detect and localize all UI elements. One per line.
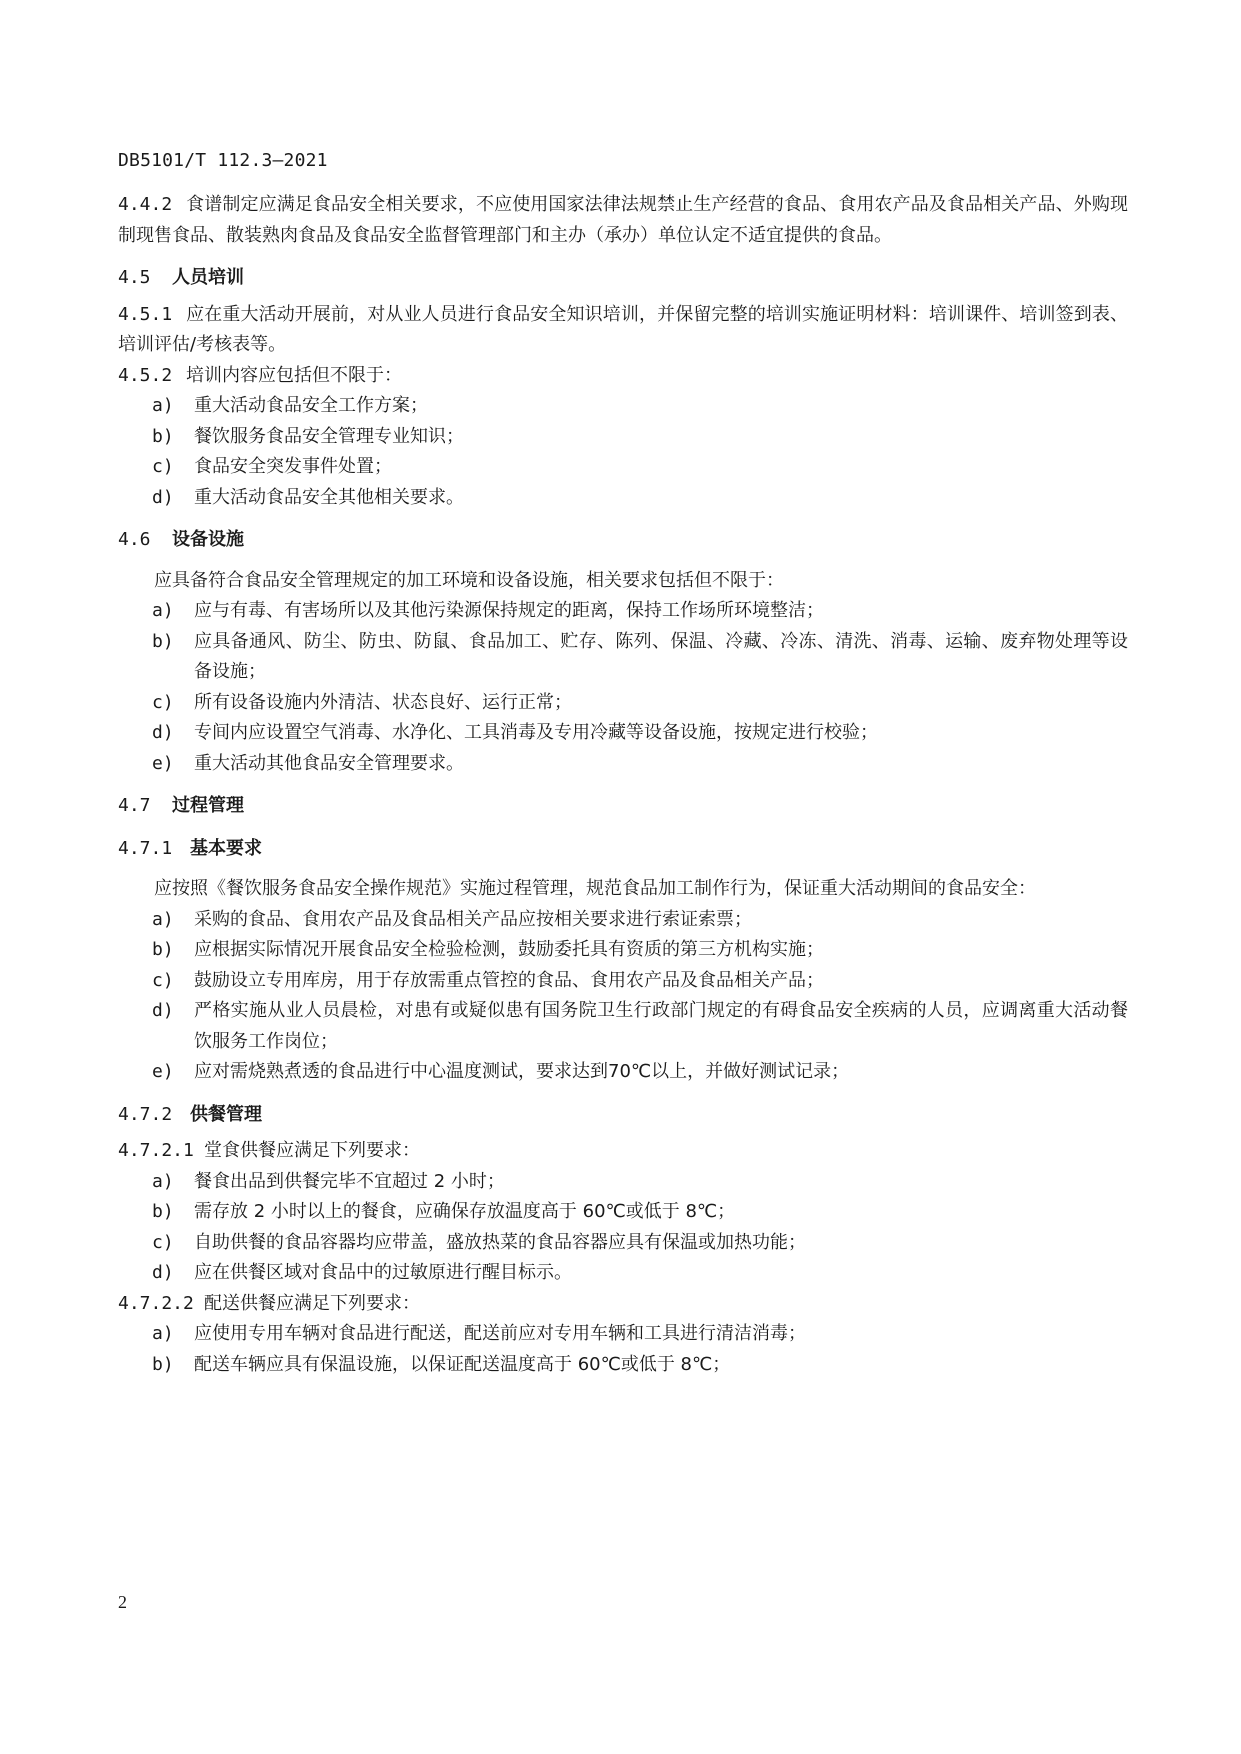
list-item-marker: c) bbox=[152, 1231, 174, 1253]
clause-text: 配送供餐应满足下列要求： bbox=[204, 1292, 420, 1314]
section-number: 4.5 bbox=[118, 267, 151, 288]
list-item bbox=[152, 1228, 1128, 1259]
list-item-text: 餐饮服务食品安全管理专业知识； bbox=[194, 425, 464, 447]
section-title: 供餐管理 bbox=[190, 1103, 262, 1125]
list-item-marker: b) bbox=[152, 939, 174, 960]
section-number: 4.7.2 bbox=[118, 1103, 173, 1125]
list-item-text: 应使用专用车辆对食品进行配送，配送前应对专用车辆和工具进行清洁消毒； bbox=[194, 1323, 806, 1344]
list-item-text: 重大活动食品安全其他相关要求。 bbox=[194, 486, 464, 508]
list-item bbox=[152, 1057, 1128, 1088]
list-item-text: 应与有毒、有害场所以及其他污染源保持规定的距离，保持工作场所环境整洁； bbox=[194, 600, 824, 621]
list-item bbox=[152, 452, 1128, 483]
page-number: 2 bbox=[118, 1592, 127, 1612]
clause-paragraph bbox=[118, 190, 1128, 251]
list-item-text: 重大活动其他食品安全管理要求。 bbox=[194, 752, 464, 774]
list-item-text: 应对需烧熟煮透的食品进行中心温度测试，要求达到70℃以上，并做好测试记录； bbox=[194, 1061, 850, 1082]
list-item-marker: d) bbox=[152, 486, 174, 508]
document-code: DB5101/T 112.3—2021 bbox=[118, 150, 328, 171]
list-item bbox=[152, 1197, 1128, 1228]
clause-text: 应在重大活动开展前，对从业人员进行食品安全知识培训，并保留完整的培训实施证明材料：培训课件、培训签到表、培训评估/考核表等。 bbox=[118, 303, 1128, 355]
list-item-marker: a) bbox=[152, 395, 174, 416]
list-item-marker: e) bbox=[152, 752, 174, 774]
section-title: 人员培训 bbox=[172, 267, 244, 288]
section-number: 4.6 bbox=[118, 529, 151, 550]
list-item-text: 采购的食品、食用农产品及食品相关产品应按相关要求进行索证索票； bbox=[194, 908, 752, 930]
list-item bbox=[152, 1350, 1128, 1381]
list-item bbox=[152, 905, 1128, 936]
section-heading bbox=[118, 263, 1128, 294]
clause-number: 4.5.1 bbox=[118, 303, 173, 325]
subclause-paragraph bbox=[118, 1289, 1128, 1320]
list-item-text: 应在供餐区域对食品中的过敏原进行醒目标示。 bbox=[194, 1262, 572, 1283]
list-item bbox=[152, 749, 1128, 780]
section-heading bbox=[118, 791, 1128, 822]
document-body bbox=[118, 190, 1128, 1380]
list-item-text: 餐食出品到供餐完毕不宜超过 2 小时； bbox=[194, 1170, 505, 1192]
list-item bbox=[152, 996, 1128, 1057]
list-item-marker: a) bbox=[152, 600, 174, 621]
section-title: 过程管理 bbox=[172, 795, 244, 816]
list-item-marker: d) bbox=[152, 722, 174, 743]
body-paragraph: 应具备符合食品安全管理规定的加工环境和设备设施，相关要求包括但不限于： bbox=[154, 569, 784, 591]
clause-text: 培训内容应包括但不限于： bbox=[186, 364, 402, 386]
clause-number: 4.5.2 bbox=[118, 364, 173, 386]
clause-number: 4.7.2.1 bbox=[118, 1140, 194, 1161]
list-item-text: 食品安全突发事件处置； bbox=[194, 456, 392, 477]
section-heading bbox=[118, 1100, 1128, 1131]
list-item-marker: d) bbox=[152, 1262, 174, 1283]
list-item-marker: b) bbox=[152, 425, 174, 447]
clause-paragraph bbox=[118, 361, 1128, 392]
list-item bbox=[152, 1258, 1128, 1289]
clause-number: 4.7.2.2 bbox=[118, 1292, 194, 1314]
section-title: 基本要求 bbox=[190, 837, 262, 859]
list-item-text: 自助供餐的食品容器均应带盖，盛放热菜的食品容器应具有保温或加热功能； bbox=[194, 1231, 806, 1253]
section-heading bbox=[118, 525, 1128, 556]
list-item bbox=[152, 1167, 1128, 1198]
list-item-marker: a) bbox=[152, 908, 174, 930]
section-title: 设备设施 bbox=[172, 529, 244, 550]
list-item-text: 配送车辆应具有保温设施，以保证配送温度高于 60℃或低于 8℃； bbox=[194, 1353, 731, 1375]
list-item-marker: b) bbox=[152, 1201, 174, 1222]
list-item-text: 应具备通风、防尘、防虫、防鼠、食品加工、贮存、陈列、保温、冷藏、冷冻、清洗、消毒、运输、废弃物处理等设备设施； bbox=[194, 630, 1128, 682]
list-item-marker: b) bbox=[152, 630, 174, 652]
clause-text: 食谱制定应满足食品安全相关要求，不应使用国家法律法规禁止生产经营的食品、食用农产品及食品相关产品、外购现制现售食品、散装熟肉食品及食品安全监督管理部门和主办（承办）单位认定不适宜提供的食品。 bbox=[118, 194, 1128, 246]
list-item-marker: c) bbox=[152, 456, 174, 477]
list-item-marker: e) bbox=[152, 1061, 174, 1082]
list-item bbox=[152, 966, 1128, 997]
list-item bbox=[152, 718, 1128, 749]
list-item-marker: c) bbox=[152, 969, 174, 991]
list-item bbox=[152, 422, 1128, 453]
list-item bbox=[152, 391, 1128, 422]
clause-number: 4.4.2 bbox=[118, 194, 173, 215]
subclause-paragraph bbox=[118, 1136, 1128, 1167]
list-item bbox=[152, 688, 1128, 719]
list-item-text: 所有设备设施内外清洁、状态良好、运行正常； bbox=[194, 691, 572, 713]
section-heading bbox=[118, 834, 1128, 865]
list-item bbox=[152, 1319, 1128, 1350]
list-item-text: 重大活动食品安全工作方案； bbox=[194, 395, 428, 416]
list-item-marker: b) bbox=[152, 1353, 174, 1375]
list-item bbox=[152, 627, 1128, 688]
list-item bbox=[152, 596, 1128, 627]
list-item-text: 鼓励设立专用库房，用于存放需重点管控的食品、食用农产品及食品相关产品； bbox=[194, 969, 824, 991]
clause-text: 堂食供餐应满足下列要求： bbox=[204, 1140, 420, 1161]
body-paragraph: 应按照《餐饮服务食品安全操作规范》实施过程管理，规范食品加工制作行为，保证重大活动期间的食品安全： bbox=[154, 878, 1036, 899]
list-item-marker: a) bbox=[152, 1170, 174, 1192]
list-item-text: 应根据实际情况开展食品安全检验检测，鼓励委托具有资质的第三方机构实施； bbox=[194, 939, 824, 960]
list-item-marker: a) bbox=[152, 1323, 174, 1344]
list-item-text: 专间内应设置空气消毒、水净化、工具消毒及专用冷藏等设备设施，按规定进行校验； bbox=[194, 722, 878, 743]
list-item bbox=[152, 935, 1128, 966]
clause-paragraph bbox=[118, 300, 1128, 361]
section-number: 4.7 bbox=[118, 795, 151, 816]
list-item bbox=[152, 483, 1128, 514]
section-number: 4.7.1 bbox=[118, 837, 173, 859]
list-item-marker: c) bbox=[152, 691, 174, 713]
list-item-text: 严格实施从业人员晨检，对患有或疑似患有国务院卫生行政部门规定的有碍食品安全疾病的人员，应调离重大活动餐饮服务工作岗位； bbox=[194, 1000, 1128, 1052]
list-item-text: 需存放 2 小时以上的餐食，应确保存放温度高于 60℃或低于 8℃； bbox=[194, 1201, 736, 1222]
list-item-marker: d) bbox=[152, 1000, 174, 1021]
